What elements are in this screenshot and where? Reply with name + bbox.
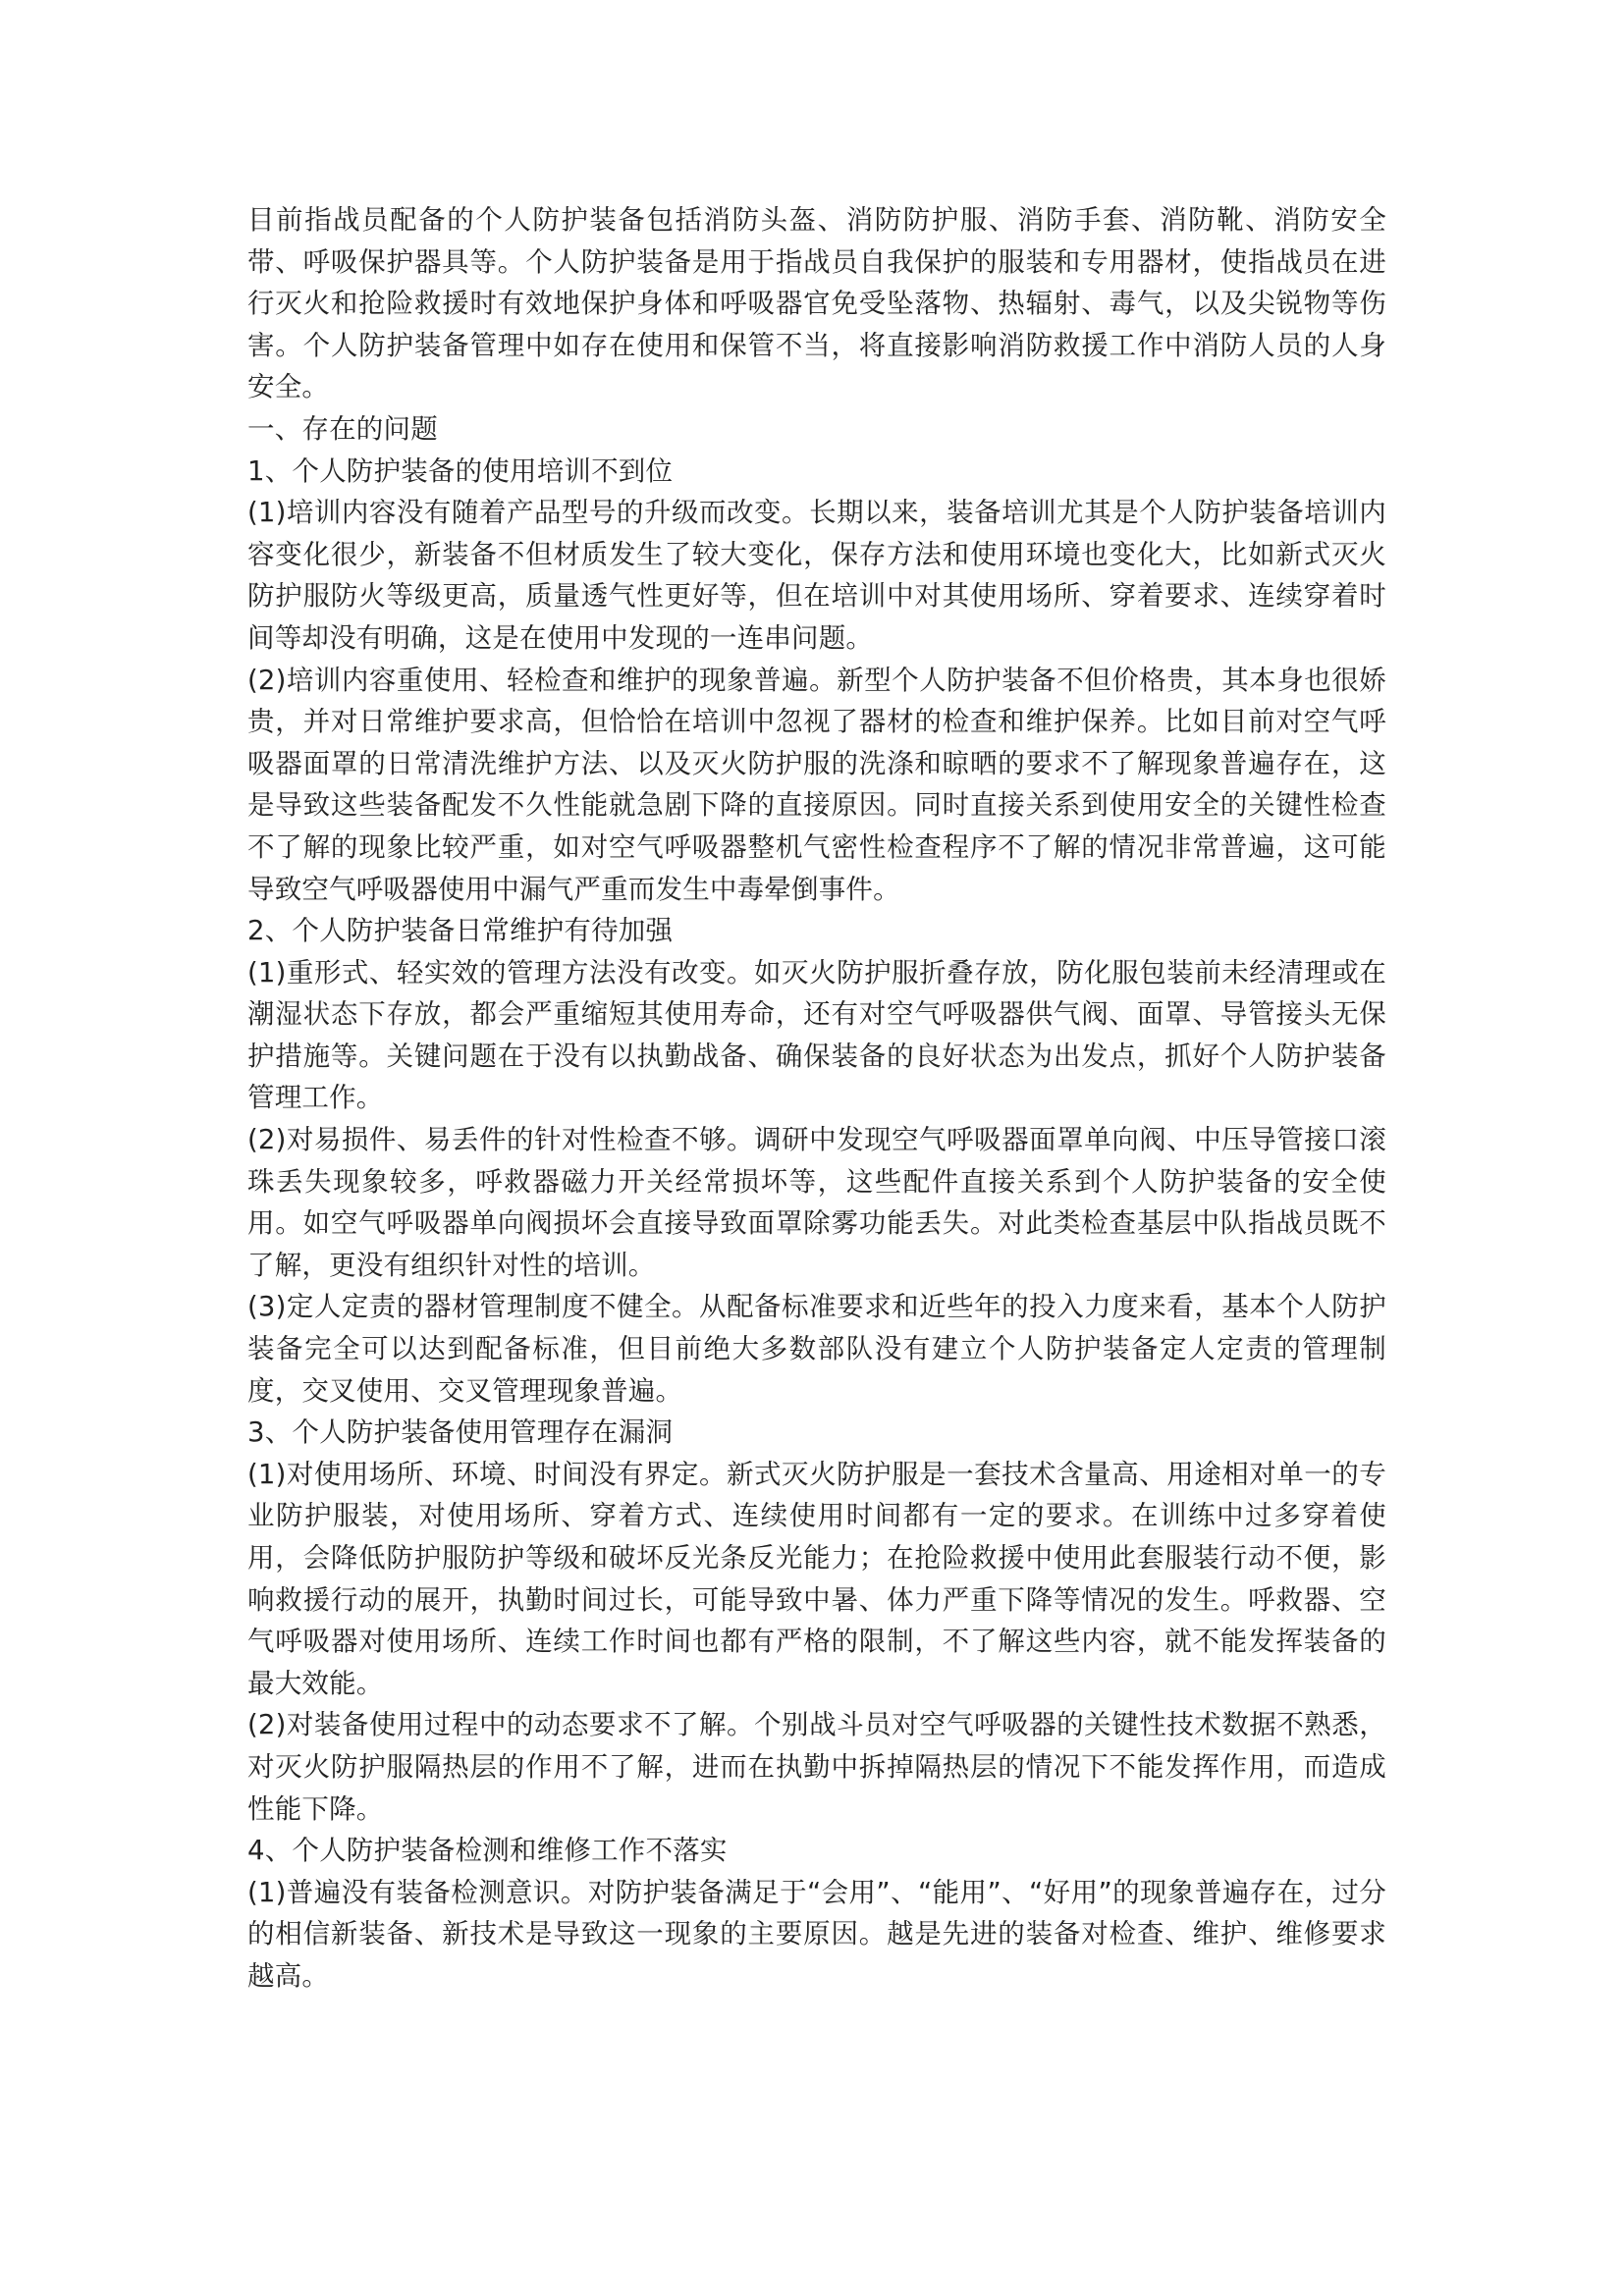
paragraph-maintenance-1: (1)重形式、轻实效的管理方法没有改变。如灭火防护服折叠存放，防化服包装前未经清理或在潮湿状态下存放，都会严重缩短其使用寿命，还有对空气呼吸器供气阀、面罩、导管接头无保护措施等。关键问题在于没有以执勤战备、确保装备的良好状态为出发点，抓好个人防护装备管理工作。: [247, 956, 1386, 1114]
subheading-usage: 3、个人防护装备使用管理存在漏洞: [247, 1416, 674, 1449]
section-heading-problems: 一、存在的问题: [247, 412, 438, 445]
paragraph-inspection-1: (1)普遍没有装备检测意识。对防护装备满足于“会用”、“能用”、“好用”的现象普遍存在，过分的相信新装备、新技术是导致这一现象的主要原因。越是先进的装备对检查、维护、维修要求越高。: [247, 1876, 1386, 1992]
paragraph-training-2: (2)培训内容重使用、轻检查和维护的现象普遍。新型个人防护装备不但价格贵，其本身也很娇贵，并对日常维护要求高，但恰恰在培训中忽视了器材的检查和维护保养。比如目前对空气呼吸器面罩的日常清洗维护方法、以及灭火防护服的洗涤和晾晒的要求不了解现象普遍存在，这是导致这些装备配发不久性能就急剧下降的直接原因。同时直接关系到使用安全的关键性检查不了解的现象比较严重，如对空气呼吸器整机气密性检查程序不了解的情况非常普遍，这可能导致空气呼吸器使用中漏气严重而发生中毒晕倒事件。: [247, 664, 1386, 905]
document-body: [247, 199, 1386, 1998]
subheading-training: 1、个人防护装备的使用培训不到位: [247, 454, 674, 487]
intro-paragraph: 目前指战员配备的个人防护装备包括消防头盔、消防防护服、消防手套、消防靴、消防安全带、呼吸保护器具等。个人防护装备是用于指战员自我保护的服装和专用器材，使指战员在进行灭火和抢险救援时有效地保护身体和呼吸器官免受坠落物、热辐射、毒气，以及尖锐物等伤害。个人防护装备管理中如存在使用和保管不当，将直接影响消防救援工作中消防人员的人身安全。: [247, 204, 1386, 403]
paragraph-maintenance-3: (3)定人定责的器材管理制度不健全。从配备标准要求和近些年的投入力度来看，基本个人防护装备完全可以达到配备标准，但目前绝大多数部队没有建立个人防护装备定人定责的管理制度，交叉使用、交叉管理现象普遍。: [247, 1291, 1386, 1407]
paragraph-usage-2: (2)对装备使用过程中的动态要求不了解。个别战斗员对空气呼吸器的关键性技术数据不熟悉，对灭火防护服隔热层的作用不了解，进而在执勤中拆掉隔热层的情况下不能发挥作用，而造成性能下降。: [247, 1709, 1386, 1825]
subheading-maintenance: 2、个人防护装备日常维护有待加强: [247, 915, 674, 947]
subheading-inspection: 4、个人防护装备检测和维修工作不落实: [247, 1835, 728, 1867]
paragraph-maintenance-2: (2)对易损件、易丢件的针对性检查不够。调研中发现空气呼吸器面罩单向阀、中压导管接口滚珠丢失现象较多，呼救器磁力开关经常损坏等，这些配件直接关系到个人防护装备的安全使用。如空气呼吸器单向阀损坏会直接导致面罩除雾功能丢失。对此类检查基层中队指战员既不了解，更没有组织针对性的培训。: [247, 1124, 1386, 1281]
paragraph-training-1: (1)培训内容没有随着产品型号的升级而改变。长期以来，装备培训尤其是个人防护装备培训内容变化很少，新装备不但材质发生了较大变化，保存方法和使用环境也变化大，比如新式灭火防护服防火等级更高，质量透气性更好等，但在培训中对其使用场所、穿着要求、连续穿着时间等却没有明确，这是在使用中发现的一连串问题。: [247, 497, 1386, 654]
paragraph-usage-1: (1)对使用场所、环境、时间没有界定。新式灭火防护服是一套技术含量高、用途相对单一的专业防护服装，对使用场所、穿着方式、连续使用时间都有一定的要求。在训练中过多穿着使用，会降低防护服防护等级和破坏反光条反光能力；在抢险救援中使用此套服装行动不便，影响救援行动的展开，执勤时间过长，可能导致中暑、体力严重下降等情况的发生。呼救器、空气呼吸器对使用场所、连续工作时间也都有严格的限制，不了解这些内容，就不能发挥装备的最大效能。: [247, 1458, 1386, 1699]
